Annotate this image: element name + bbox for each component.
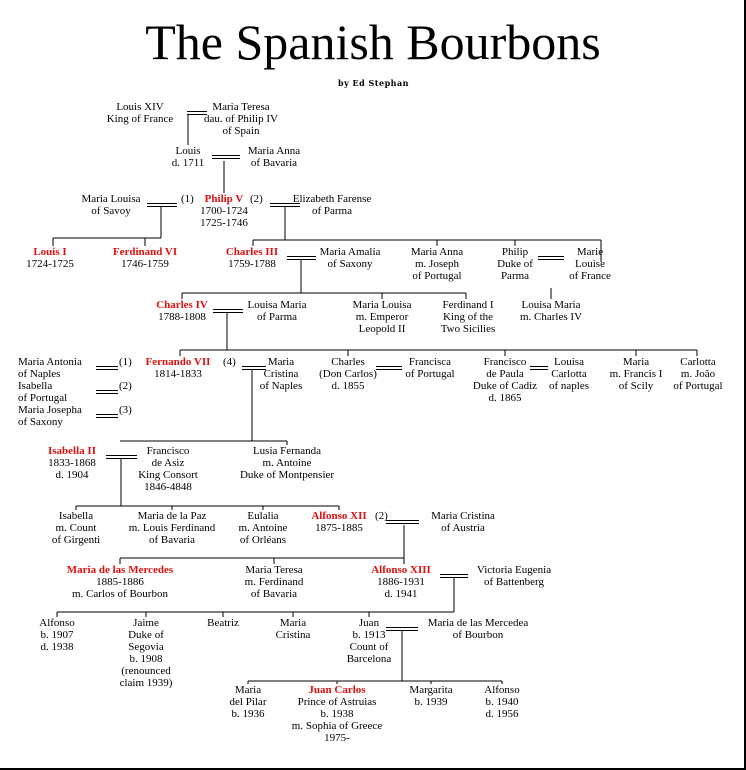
person-detail: of Portugal — [405, 368, 455, 380]
person-name: Isabella — [58, 510, 94, 522]
person-name: Maria — [279, 617, 307, 629]
person-alfonso12 — [311, 510, 366, 534]
person-name: Victoria Eugenia — [476, 564, 552, 576]
person-eulalia — [239, 510, 288, 546]
person-detail: of Portugal — [673, 380, 723, 392]
person-detail: b. 1913 — [352, 629, 386, 641]
person-name: Maria Antonia — [18, 356, 82, 368]
person-name: Beatriz — [207, 617, 239, 629]
person-detail: d. 1956 — [485, 708, 519, 720]
person-name: Margarita — [409, 684, 453, 696]
person-detail: b. 1940 — [485, 696, 519, 708]
marriage-mark: (2) — [250, 193, 263, 205]
person-detail: b. 1938 — [320, 708, 354, 720]
person-marie_louise — [569, 246, 611, 282]
person-detail: m. João — [680, 368, 716, 380]
person-name: Francisco — [483, 356, 527, 368]
person-alfonso_1940 — [484, 684, 519, 720]
person-detail: m. Francis I — [609, 368, 663, 380]
marriage-mark: (2) — [375, 510, 388, 522]
person-francisco_paula — [473, 356, 537, 404]
person-detail: (Don Carlos) — [319, 368, 377, 380]
person-philip_parma — [497, 246, 533, 282]
person-mcristina_naples — [260, 356, 302, 392]
person-detail: d. 1941 — [384, 588, 418, 600]
person-name: Charles IV — [156, 299, 208, 311]
person-detail: Leopold II — [358, 323, 406, 335]
person-detail: Duke of — [128, 629, 164, 641]
person-detail: of Austria — [441, 522, 485, 534]
person-detail: of Bavaria — [148, 534, 196, 546]
person-louisa_carlotta — [549, 356, 589, 392]
person-margarita — [409, 684, 452, 708]
person-name: Isabella — [18, 380, 53, 392]
person-mteresa_bav — [245, 564, 304, 600]
person-detail: of Portugal — [18, 392, 68, 404]
person-mpilar — [230, 684, 267, 720]
person-charles3 — [226, 246, 278, 270]
person-mcristina_b — [276, 617, 311, 641]
page-title: The Spanish Bourbons — [145, 14, 601, 70]
person-name: Maria Josepha — [18, 404, 82, 416]
person-name: Philip V — [204, 193, 244, 205]
person-francisco_asiz — [138, 445, 198, 493]
person-detail: b. 1907 — [40, 629, 74, 641]
person-name: Isabella II — [48, 445, 96, 457]
person-name: Louis — [175, 145, 201, 157]
person-ferd7 — [146, 356, 211, 380]
person-elisabeth — [293, 193, 372, 217]
person-name: Lusia Fernanda — [252, 445, 322, 457]
person-detail: 1846-4848 — [144, 481, 192, 493]
person-detail: 1746-1759 — [121, 258, 169, 270]
person-mlouisa_leopold — [353, 299, 412, 335]
person-name: Juan — [358, 617, 380, 629]
person-name: Maria de las Mercedes — [66, 564, 174, 576]
person-name: Elizabeth Farense — [292, 193, 372, 205]
person-ferd1_sic — [441, 299, 496, 335]
person-isabella2 — [48, 445, 96, 481]
person-name: Maria — [267, 356, 295, 368]
person-name: Alfonso — [484, 684, 520, 696]
person-name: Juan Carlos — [308, 684, 366, 696]
person-mpaz — [129, 510, 215, 546]
person-detail: Carlotta — [551, 368, 587, 380]
person-detail: Duke of Cadiz — [472, 380, 538, 392]
person-lusia_fernanda — [240, 445, 334, 481]
person-juancarlos — [292, 684, 382, 744]
person-name: Maria Anna — [247, 145, 301, 157]
person-detail: 1886-1931 — [377, 576, 425, 588]
person-detail: del Pilar — [229, 696, 267, 708]
person-juan — [347, 617, 392, 665]
person-detail: of Naples — [259, 380, 303, 392]
person-detail: 1885-1886 — [96, 576, 144, 588]
person-detail: 1975- — [324, 732, 350, 744]
person-maria_scily — [610, 356, 663, 392]
person-detail: m. Count — [55, 522, 97, 534]
person-name: Ferdinand VI — [112, 246, 178, 258]
person-charles4 — [156, 299, 208, 323]
person-name: Jaime — [133, 617, 159, 629]
byline: by Ed Stephan — [338, 78, 409, 88]
person-detail: m. Antoine — [238, 522, 288, 534]
person-manna_bav — [248, 145, 300, 169]
person-detail: Two Sicilies — [440, 323, 496, 335]
person-detail: of Saxony — [18, 416, 63, 428]
person-isabella_girgenti — [52, 510, 100, 546]
person-name: Alfonso XIII — [371, 564, 431, 576]
person-mlouisa_savoy — [82, 193, 141, 217]
person-mcristina_austria — [431, 510, 495, 534]
person-detail: of Scily — [618, 380, 654, 392]
person-detail: claim 1939) — [119, 677, 173, 689]
marriage-mark: (4) — [223, 356, 236, 368]
person-mmercedea — [428, 617, 528, 641]
person-mmercedes — [67, 564, 173, 600]
person-detail: d. 1865 — [488, 392, 522, 404]
person-carlotta — [673, 356, 722, 392]
person-detail: Barcelona — [346, 653, 392, 665]
person-mantonia — [18, 356, 82, 380]
person-manna_port — [411, 246, 463, 282]
person-name: Charles — [331, 356, 365, 368]
person-philip5 — [200, 193, 248, 229]
person-detail: of Parma — [311, 205, 352, 217]
person-detail: m. Joseph — [414, 258, 459, 270]
person-detail: 1788-1808 — [158, 311, 206, 323]
person-detail: dau. of Philip IV — [204, 113, 278, 125]
person-detail: 1875-1885 — [315, 522, 363, 534]
person-detail: of Parma — [256, 311, 298, 323]
person-detail: 1725-1746 — [200, 217, 248, 229]
person-name: Louisa Maria — [521, 299, 581, 311]
person-name: Maria Cristina — [431, 510, 495, 522]
person-detail: 1700-1724 — [200, 205, 248, 217]
person-beatriz — [207, 617, 239, 629]
person-mjosepha — [18, 404, 82, 428]
person-detail: Louise — [575, 258, 605, 270]
person-louis — [172, 145, 205, 169]
person-name: Maria Louisa — [81, 193, 141, 205]
person-name: Louis XIV — [116, 101, 164, 113]
person-detail: m. Sophia of Greece — [291, 720, 383, 732]
person-detail: Cristina — [263, 368, 299, 380]
person-detail: Cristina — [275, 629, 311, 641]
person-name: Maria Teresa — [212, 101, 270, 113]
person-detail: of Bavaria — [250, 157, 298, 169]
person-detail: d. 1711 — [171, 157, 205, 169]
person-detail: of Bourbon — [452, 629, 504, 641]
person-detail: m. Charles IV — [519, 311, 583, 323]
person-name: Maria Amalia — [319, 246, 381, 258]
person-name: Alfonso XII — [311, 510, 367, 522]
person-detail: m. Louis Ferdinand — [128, 522, 216, 534]
person-name: Marie — [576, 246, 604, 258]
person-name: Maria Louisa — [352, 299, 412, 311]
person-detail: 1814-1833 — [154, 368, 202, 380]
person-name: Louisa — [554, 356, 584, 368]
person-name: Maria Anna — [410, 246, 464, 258]
person-mteresa — [204, 101, 278, 137]
person-detail: King of France — [106, 113, 174, 125]
marriage-mark: (1) — [181, 193, 194, 205]
person-name: Charles III — [225, 246, 279, 258]
person-detail: of France — [569, 270, 611, 282]
person-francisca — [405, 356, 454, 380]
person-detail: 1833-1868 — [48, 457, 96, 469]
person-detail: of Saxony — [327, 258, 373, 270]
person-detail: m. Antoine — [262, 457, 312, 469]
person-alfonso13 — [371, 564, 431, 600]
person-detail: d. 1904 — [55, 469, 89, 481]
person-detail: King Consort — [138, 469, 198, 481]
person-detail: of Girgenti — [51, 534, 101, 546]
person-jaime — [120, 617, 173, 689]
person-victoria — [477, 564, 551, 588]
person-detail: 1724-1725 — [26, 258, 74, 270]
person-detail: b. 1936 — [231, 708, 265, 720]
person-mamalia — [320, 246, 381, 270]
person-detail: King of the — [442, 311, 494, 323]
person-name: Maria — [234, 684, 262, 696]
person-name: Maria Teresa — [245, 564, 303, 576]
person-detail: Parma — [500, 270, 530, 282]
person-detail: Segovia — [128, 641, 164, 653]
person-detail: Duke of — [497, 258, 533, 270]
person-name: Francisco — [146, 445, 190, 457]
person-detail: b. 1908 — [129, 653, 163, 665]
person-name: Francisca — [408, 356, 452, 368]
person-louis14 — [107, 101, 174, 125]
person-isabella_port — [18, 380, 67, 404]
person-name: Maria de la Paz — [137, 510, 207, 522]
person-detail: of naples — [548, 380, 590, 392]
person-detail: of Bavaria — [250, 588, 298, 600]
person-detail: of Orléans — [239, 534, 287, 546]
person-detail: b. 1939 — [414, 696, 448, 708]
person-name: Eulalia — [247, 510, 279, 522]
person-detail: Count of — [349, 641, 389, 653]
person-lmaria_ch4 — [520, 299, 582, 323]
person-detail: 1759-1788 — [228, 258, 276, 270]
person-name: Louisa Maria — [247, 299, 307, 311]
person-name: Maria — [622, 356, 650, 368]
person-detail: of Battenberg — [484, 576, 544, 588]
person-detail: m. Emperor — [355, 311, 409, 323]
person-name: Ferdinand I — [442, 299, 494, 311]
person-detail: of Spain — [222, 125, 260, 137]
person-name: Maria de las Mercedea — [427, 617, 529, 629]
person-detail: Duke of Montpensier — [239, 469, 335, 481]
person-detail: of Savoy — [91, 205, 131, 217]
person-detail: m. Carlos of Bourbon — [72, 588, 168, 600]
person-detail: d. 1938 — [40, 641, 74, 653]
person-lmaria_parma — [248, 299, 307, 323]
person-detail: (renounced — [121, 665, 171, 677]
person-name: Alfonso — [39, 617, 75, 629]
person-detail: de Paula — [486, 368, 524, 380]
person-detail: m. Ferdinand — [244, 576, 304, 588]
marriage-mark: (3) — [119, 404, 132, 416]
person-detail: d. 1855 — [331, 380, 365, 392]
person-ferd6 — [113, 246, 177, 270]
marriage-mark: (1) — [119, 356, 132, 368]
person-detail: Prince of Astruias — [297, 696, 377, 708]
marriage-mark: (2) — [119, 380, 132, 392]
person-charles_dc — [319, 356, 377, 392]
person-alfonso_1907 — [39, 617, 74, 653]
person-detail: de Asiz — [151, 457, 185, 469]
person-name: Louis I — [33, 246, 67, 258]
person-detail: of Portugal — [412, 270, 462, 282]
person-name: Fernando VII — [145, 356, 211, 368]
person-louis1 — [26, 246, 74, 270]
person-name: Carlotta — [680, 356, 716, 368]
person-name: Philip — [501, 246, 529, 258]
person-detail: of Naples — [18, 368, 61, 380]
